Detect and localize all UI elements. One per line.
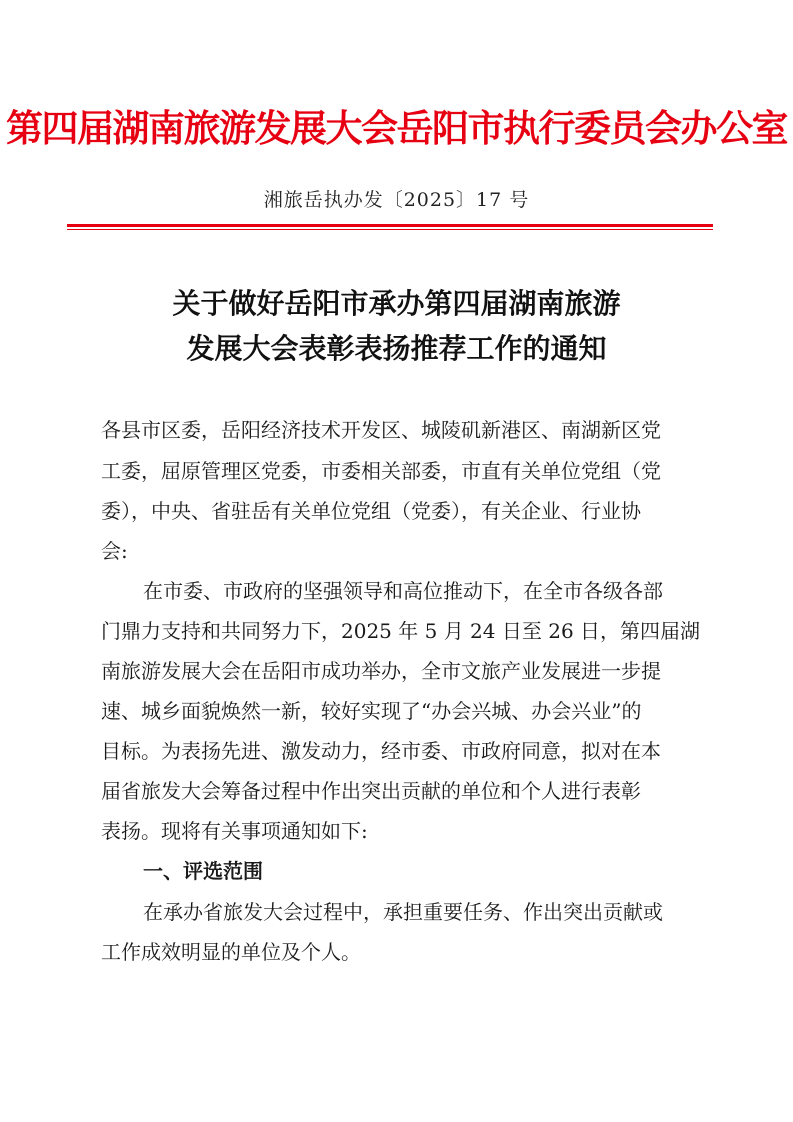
document-title-line-2: 发展大会表彰表扬推荐工作的通知	[186, 332, 607, 365]
intro-line: 届省旅发大会筹备过程中作出突出贡献的单位和个人进行表彰	[101, 779, 641, 803]
intro-line: 在市委、市政府的坚强领导和高位推动下，在全市各级各部	[143, 579, 663, 603]
recipients-line: 委），中央、省驻岳有关单位党组（党委），有关企业、行业协	[101, 499, 641, 523]
header-red-rule-thin	[67, 229, 713, 230]
recipients-line: 会:	[101, 539, 128, 563]
issuing-organization-header: 第四届湖南旅游发展大会岳阳市执行委员会办公室	[6, 106, 787, 150]
section-1-line: 工作成效明显的单位及个人。	[101, 940, 361, 964]
section-1-heading: 一、评选范围	[143, 859, 263, 883]
intro-line: 南旅游发展大会在岳阳市成功举办，全市文旅产业发展进一步提	[101, 659, 661, 683]
recipients-line: 工委，屈原管理区党委，市委相关部委，市直有关单位党组（党	[101, 459, 661, 483]
section-1-line: 在承办省旅发大会过程中，承担重要任务、作出突出贡献或	[143, 900, 663, 924]
document-title-line-1: 关于做好岳阳市承办第四届湖南旅游	[172, 287, 621, 320]
intro-line: 表扬。现将有关事项通知如下:	[101, 819, 368, 843]
recipients-line: 各县市区委，岳阳经济技术开发区、城陵矶新港区、南湖新区党	[101, 418, 661, 442]
header-red-rule-thick	[67, 224, 713, 227]
document-number: 湘旅岳执办发〔2025〕17 号	[263, 189, 530, 211]
intro-line: 门鼎力支持和共同努力下，2025 年 5 月 24 日至 26 日，第四届湖	[101, 619, 701, 643]
intro-line: 目标。为表扬先进、激发动力，经市委、市政府同意，拟对在本	[101, 739, 661, 763]
intro-line: 速、城乡面貌焕然一新，较好实现了“办会兴城、办会兴业”的	[101, 699, 642, 723]
